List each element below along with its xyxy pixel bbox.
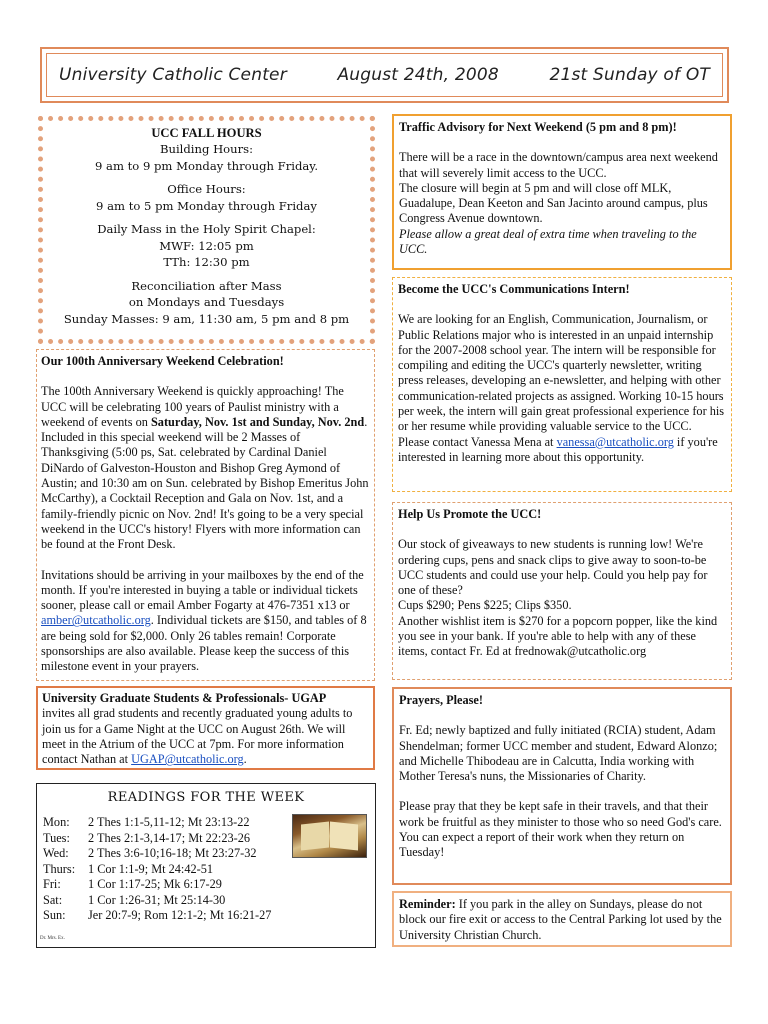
prayers-title: Prayers, Please! [399, 693, 483, 707]
reminder-text: Reminder: If you park in the alley on Sundays, please do not block our fire exit or access to the Central Parking lot used by the University Christian Church. [399, 897, 722, 942]
reading-row: Tues: 2 Thes 2:1-3,14-17; Mt 22:23-26 [43, 830, 251, 845]
sunday-masses: Sunday Masses: 9 am, 11:30 am, 5 pm and 8 pm [63, 311, 350, 326]
intern-text: We are looking for an English, Communication, Journalism, or Public Relations major who is interested in an unpaid internship for the 2007-2008 school year. The intern will be responsible for compiling and editing the UCC's quarterly newsletter, writing press releases, developing an e-newsletter, and helping with other communication-related projects as assigned. Working 10-15 hours per week, the intern will gain great professional experience for his or her resume while providing valuable service to the UCC. Please contact Vanessa Mena at vanessa@utcatholic.org if you're interested in learning more about this opportunity. [398, 312, 725, 464]
header-inner [46, 53, 723, 97]
open-bible-image [292, 814, 367, 858]
daily-mass-label: Daily Mass in the Holy Spirit Chapel: [97, 222, 316, 236]
daily-mass-tth: TTh: 12:30 pm [163, 255, 250, 269]
amber-email-link[interactable]: amber@utcatholic.org [41, 613, 151, 628]
promote-box [392, 502, 732, 680]
promote-title: Help Us Promote the UCC! [398, 507, 542, 521]
building-hours-label: Building Hours: [159, 142, 254, 156]
office-hours-label: Office Hours: [167, 182, 246, 196]
reading-row: Fri: 1 Cor 1:17-25; Mk 6:17-29 [43, 877, 222, 892]
anniversary-paragraph-2: Invitations should be arriving in your mailboxes by the end of the month. If you're interested in buying a table or individual tickets sooner, please call or email Amber Fogarty at 476-7351 x13 or amber@utcatholic.org. Individual tickets are $150, and tables of 8 are being sold for $2,000. Only 26 tables remain! Corporate sponsorships are also available. Please keep the success of this milestone event in your prayers. [41, 567, 367, 674]
traffic-paragraph-3: Please allow a great deal of extra time when traveling to the UCC. [399, 226, 697, 257]
anniversary-title: Our 100th Anniversary Weekend Celebration! [41, 354, 284, 368]
office-hours-time: 9 am to 5 pm Monday through Friday [96, 198, 317, 213]
ugap-text: invites all grad students and recently graduated young adults to join us for a Game Night at the UCC on August 26th. We will meet in the Atrium of the UCC at 7pm. For more information contact Nathan at UGAP@utcatholic.org. [42, 706, 353, 767]
prayers-paragraph-2: Please pray that they be kept safe in their travels, and that their work be fruitful as they minister to those who so need God's care. You can expect a report of their work when they return on Tuesday! [399, 799, 722, 860]
reading-row: Sat: 1 Cor 1:26-31; Mt 25:14-30 [43, 892, 226, 907]
header-sunday: 21st Sunday of OT [549, 65, 710, 85]
ugap-box [36, 686, 375, 770]
vanessa-email-link[interactable]: vanessa@utcatholic.org [556, 434, 674, 449]
prayers-paragraph-1: Fr. Ed; newly baptized and fully initiated (RCIA) student, Adam Shendelman; former UCC member and student, Edward Alonzo; and Michelle Thibodeau are in Calcutta, India working with Mother Teresa's nuns, the Missionaries of Charity. [399, 723, 718, 784]
building-hours-time: 9 am to 9 pm Monday through Friday. [94, 158, 319, 173]
prayers-box [392, 687, 732, 885]
intern-title: Become the UCC's Communications Intern! [398, 282, 630, 296]
anniversary-box [36, 349, 375, 681]
ugap-title: University Graduate Students & Professionals- UGAP [42, 691, 327, 705]
newsletter-header [40, 47, 729, 103]
header-org: University Catholic Center [59, 65, 287, 85]
promote-paragraph-3: Another wishlist item is $270 for a popcorn popper, like the kind you see in your bank. If you're able to help with any of these items, contact Fr. Ed at frednowak@utcatholic.org [398, 613, 718, 659]
readings-title: READINGS FOR THE WEEK [107, 790, 305, 805]
readings-box [36, 783, 376, 948]
traffic-paragraph-2: The closure will begin at 5 pm and will close off MLK, Guadalupe, Dean Keeton and San Jacinto around campus, plus Congress Avenue downtown. [399, 180, 708, 226]
reading-row: Wed: 2 Thes 3:6-10;16-18; Mt 23:27-32 [43, 846, 257, 861]
reading-row: Thurs: 1 Cor 1:1-9; Mt 24:42-51 [43, 861, 214, 876]
promote-paragraph-2: Cups $290; Pens $225; Clips $350. [398, 598, 572, 613]
reminder-box [392, 891, 732, 947]
fall-hours-box [38, 116, 375, 344]
traffic-paragraph-1: There will be a race in the downtown/campus area next weekend that will severely limit access to the UCC. [399, 150, 718, 180]
intern-box [392, 277, 732, 492]
anniversary-paragraph-1: The 100th Anniversary Weekend is quickly approaching! The UCC will be celebrating 100 years of Paulist ministry with a weekend of events on Saturday, Nov. 1st and Sunday, Nov. 2nd. Included in this special weekend will be 2 Masses of Thanksgiving (5:00 ps, Sat. celebrated by Cardinal Daniel DiNardo of Galveston-Houston and Bishop Greg Aymond of Austin; and 10:30 am on Sun. celebrated by Bishop Emeritus John McCarthy), a Cocktail Reception and Gala on Nov. 1st, and a family-friendly picnic on Nov. 2nd! It's going to be a very special weekend in the UCC's history! Flyers with more information can be found at the Front Desk. [41, 384, 369, 552]
promote-paragraph-1: Our stock of giveaways to new students is running low! We're ordering cups, pens and snack clips to give away to soon-to-be UCC students and could use your help. Could you help pay for one of these? [398, 537, 708, 598]
daily-mass-mwf: MWF: 12:05 pm [159, 238, 254, 253]
reconciliation-line-1: Reconciliation after Mass [131, 278, 282, 293]
ugap-email-link[interactable]: UGAP@utcatholic.org [131, 752, 244, 767]
hours-title: UCC FALL HOURS [151, 126, 262, 140]
reading-row: Mon: 2 Thes 1:1-5,11-12; Mt 23:13-22 [43, 815, 250, 830]
image-credit: Dr. Mrs. Ex. [40, 935, 65, 941]
reconciliation-line-2: on Mondays and Tuesdays [128, 295, 285, 309]
header-date: August 24th, 2008 [337, 65, 499, 85]
reading-row: Sun: Jer 20:7-9; Rom 12:1-2; Mt 16:21-27 [43, 908, 272, 923]
traffic-advisory-box [392, 114, 732, 270]
traffic-title: Traffic Advisory for Next Weekend (5 pm and 8 pm)! [399, 120, 677, 134]
